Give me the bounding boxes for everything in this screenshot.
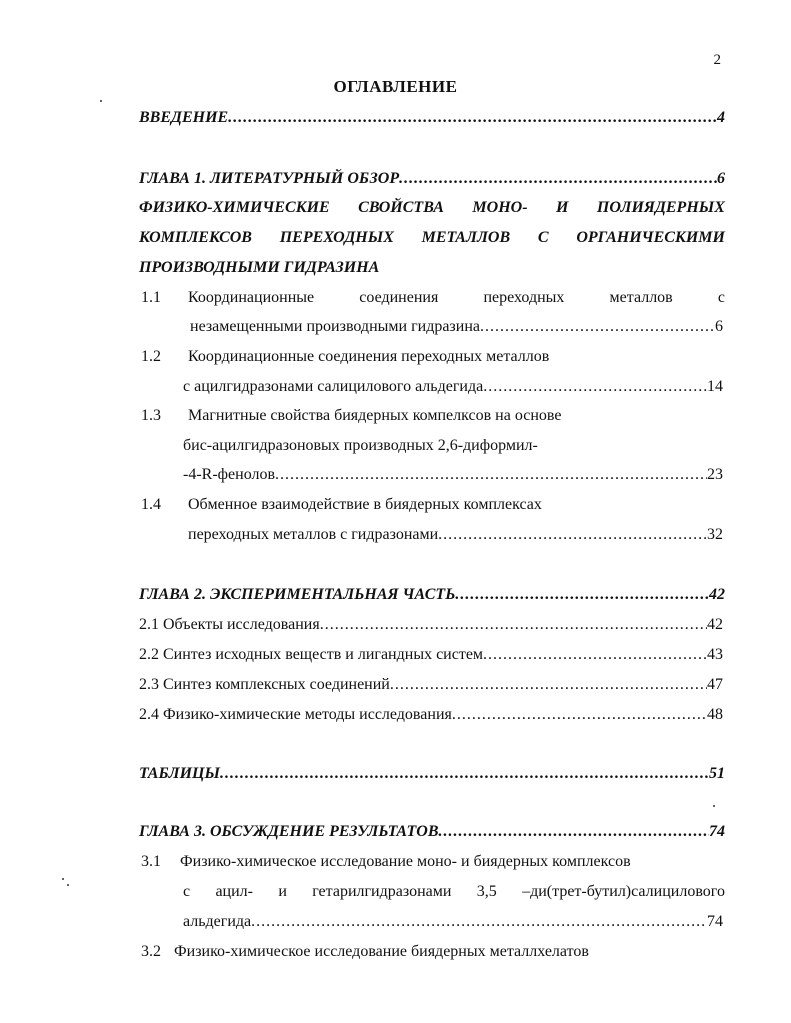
word: И xyxy=(555,199,569,216)
toc-chapter2-page: 42 xyxy=(709,586,725,603)
section-number: 1.1 xyxy=(141,289,161,306)
toc-intro-page: 4 xyxy=(717,109,725,126)
section-title: 2.4 Физико-химические методы исследования xyxy=(139,706,452,723)
chapter1-subtitle-line3: ПРОИЗВОДНЫМИ ГИДРАЗИНА xyxy=(139,259,380,276)
toc-section-2-4[interactable] xyxy=(139,705,723,725)
word: 3,5 xyxy=(476,883,497,900)
word: ОРГАНИЧЕСКИМИ xyxy=(576,229,725,246)
section-1-4-line1: Обменное взаимодействие в биядерных комплексах xyxy=(188,496,542,513)
toc-chapter3-heading: ГЛАВА 3. ОБСУЖДЕНИЕ РЕЗУЛЬТАТОВ xyxy=(139,823,439,840)
section-number: 1.4 xyxy=(141,496,161,513)
toc-chapter3[interactable] xyxy=(139,822,725,842)
section-1-2-line1: Координационные соединения переходных металлов xyxy=(188,348,550,365)
leader-dots xyxy=(480,317,715,337)
toc-section-1-2[interactable] xyxy=(183,377,723,397)
section-page: 6 xyxy=(715,318,723,335)
leader-dots xyxy=(399,169,717,189)
word: –ди(трет-бутил)салицилового xyxy=(522,883,725,900)
section-title: -4-R-фенолов xyxy=(183,466,276,483)
scan-speck xyxy=(100,100,102,102)
section-3-2-line1: Физико-химическое исследование биядерных металлхелатов xyxy=(174,943,589,960)
leader-dots xyxy=(438,822,709,842)
toc-section-2-3[interactable] xyxy=(139,675,723,695)
toc-chapter3-page: 74 xyxy=(709,823,725,840)
toc-section-1-3[interactable] xyxy=(183,465,723,485)
word: металлов xyxy=(609,289,673,306)
section-page: 42 xyxy=(707,616,723,633)
section-title: с ацилгидразонами салицилового альдегида xyxy=(183,378,484,395)
scan-speck xyxy=(67,884,69,886)
section-page: 43 xyxy=(707,646,723,663)
leader-dots xyxy=(251,912,707,932)
section-title: переходных металлов с гидразонами xyxy=(188,526,439,543)
section-page: 47 xyxy=(707,676,723,693)
section-page: 14 xyxy=(707,378,723,395)
toc-tables[interactable] xyxy=(139,764,725,784)
toc-intro-label: ВВЕДЕНИЕ xyxy=(139,109,229,126)
leader-dots xyxy=(275,465,707,485)
toc-chapter2-heading: ГЛАВА 2. ЭКСПЕРИМЕНТАЛЬНАЯ ЧАСТЬ xyxy=(139,586,456,603)
section-title: 2.2 Синтез исходных веществ и лигандных систем xyxy=(139,646,484,663)
word: ПОЛИЯДЕРНЫХ xyxy=(596,199,725,216)
leader-dots xyxy=(438,525,707,545)
toc-section-1-4[interactable] xyxy=(188,525,723,545)
toc-chapter2[interactable] xyxy=(139,585,725,605)
word: гетарилгидразонами xyxy=(312,883,452,900)
section-1-3-line1: Магнитные свойства биядерных компелксов на основе xyxy=(188,407,562,424)
word: и xyxy=(278,883,287,900)
section-number: 1.2 xyxy=(141,348,161,365)
leader-dots xyxy=(483,645,707,665)
word: МЕТАЛЛОВ xyxy=(421,229,511,246)
scan-speck xyxy=(713,805,715,807)
leader-dots xyxy=(320,615,707,635)
word: КОМПЛЕКСОВ xyxy=(139,229,252,246)
section-page: 32 xyxy=(707,526,723,543)
page-number: 2 xyxy=(713,52,721,68)
section-number: 3.1 xyxy=(141,853,161,870)
word: ФИЗИКО-ХИМИЧЕСКИЕ xyxy=(139,199,330,216)
section-title: 2.1 Объекты исследования xyxy=(139,616,320,633)
section-1-1-line1 xyxy=(188,288,725,308)
word: Координационные xyxy=(188,289,315,306)
section-title: незамещенными производными гидразина xyxy=(190,318,480,335)
section-1-3-line2: бис-ацилгидразоновых производных 2,6-диформил- xyxy=(183,437,538,454)
leader-dots xyxy=(390,675,707,695)
scan-speck xyxy=(62,878,64,880)
toc-section-2-1[interactable] xyxy=(139,615,723,635)
section-page: 48 xyxy=(707,706,723,723)
leader-dots xyxy=(483,377,707,397)
chapter1-subtitle-line2 xyxy=(139,228,725,248)
section-title: 2.3 Синтез комплексных соединений xyxy=(139,676,390,693)
leader-dots xyxy=(455,585,709,605)
leader-dots xyxy=(228,108,717,128)
word: с xyxy=(183,883,191,900)
leader-dots xyxy=(220,764,709,784)
word: СВОЙСТВА xyxy=(358,199,444,216)
section-page: 74 xyxy=(707,913,723,930)
section-number: 3.2 xyxy=(141,943,161,960)
leader-dots xyxy=(452,705,707,725)
toc-section-3-1[interactable] xyxy=(183,912,723,932)
word: МОНО- xyxy=(472,199,528,216)
toc-section-1-1[interactable] xyxy=(190,317,723,337)
toc-chapter1[interactable] xyxy=(139,169,725,189)
section-3-1-line1: Физико-химическое исследование моно- и биядерных комплексов xyxy=(180,853,631,870)
word: С xyxy=(537,229,549,246)
toc-chapter1-heading: ГЛАВА 1. ЛИТЕРАТУРНЫЙ ОБЗОР xyxy=(139,170,400,187)
section-3-1-line2 xyxy=(183,882,725,902)
page-title: ОГЛАВЛЕНИЕ xyxy=(333,77,458,96)
toc-chapter1-page: 6 xyxy=(717,170,725,187)
section-page: 23 xyxy=(707,466,723,483)
section-number: 1.3 xyxy=(141,407,161,424)
word: ПЕРЕХОДНЫХ xyxy=(279,229,394,246)
toc-intro[interactable] xyxy=(139,108,725,128)
word: соединения xyxy=(359,289,439,306)
section-title: альдегида xyxy=(183,913,252,930)
toc-tables-label: ТАБЛИЦЫ xyxy=(139,765,220,782)
word: с xyxy=(717,289,725,306)
word: ацил- xyxy=(215,883,253,900)
chapter1-subtitle-line1 xyxy=(139,198,725,218)
toc-section-2-2[interactable] xyxy=(139,645,723,665)
word: переходных xyxy=(483,289,565,306)
toc-tables-page: 51 xyxy=(709,765,725,782)
